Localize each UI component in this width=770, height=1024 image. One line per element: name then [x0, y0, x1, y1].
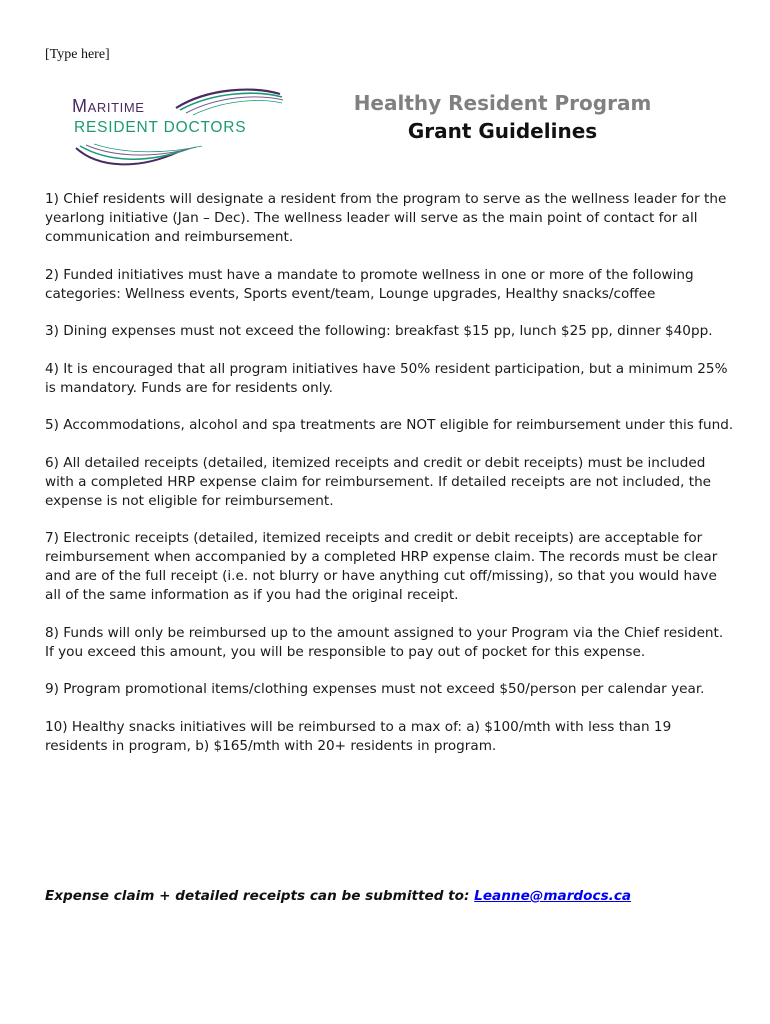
guideline-item: 6) All detailed receipts (detailed, itemized receipts and credit or debit receipts) must be included with a completed HRP expense claim for reimbursement. If detailed receipts are not included, the expense is not eligible for reimbursement.: [45, 454, 712, 509]
guidelines-list: [45, 190, 735, 774]
logo-text-resident-doctors: RESIDENT DOCTORS: [74, 119, 247, 136]
guideline-item: 7) Electronic receipts (detailed, itemized receipts and credit or debit receipts) are acceptable for reimbursement when accompanied by a completed HRP expense claim. The records must be clear and are of the full receipt (i.e. not blurry or have anything cut off/missing), so that you would have all of the same information as if you had the original receipt.: [45, 530, 718, 603]
guideline-item: 8) Funds will only be reimbursed up to the amount assigned to your Program via the Chief resident. If you exceed this amount, you will be responsible to pay out of pocket for this expense.: [45, 624, 724, 660]
guideline-item: 5) Accommodations, alcohol and spa treatments are NOT eligible for reimbursement under this fund.: [45, 417, 734, 433]
guideline-item: 1) Chief residents will designate a resident from the program to serve as the wellness leader for the yearlong initiative (Jan – Dec). The wellness leader will serve as the main point of contact for all communication and reimbursement.: [45, 191, 727, 245]
logo-text-maritime: Maritime: [72, 96, 145, 116]
header-note: [Type here]: [45, 47, 110, 62]
guideline-item: 4) It is encouraged that all program initiatives have 50% resident participation, but a minimum 25% is mandatory. Funds are for residents only.: [45, 360, 728, 396]
guideline-item: 10) Healthy snacks initiatives will be reimbursed to a max of: a) $100/mth with less than 19 residents in program, b) $165/mth with 20+ residents in program.: [45, 718, 672, 754]
title-guidelines: Grant Guidelines: [407, 119, 598, 143]
submission-note: [45, 888, 631, 904]
guideline-item: 2) Funded initiatives must have a mandate to promote wellness in one or more of the following categories: Wellness events, Sports event/team, Lounge upgrades, Healthy snacks/coffee: [45, 266, 694, 302]
email-link[interactable]: Leanne@mardocs.ca: [474, 888, 632, 904]
title-program: Healthy Resident Program: [353, 91, 652, 115]
submission-text: Expense claim + detailed receipts can be submitted to:: [45, 888, 475, 904]
guideline-item: 3) Dining expenses must not exceed the following: breakfast $15 pp, lunch $25 pp, dinner $40pp.: [45, 323, 713, 339]
logo: [68, 86, 290, 172]
guideline-item: 9) Program promotional items/clothing expenses must not exceed $50/person per calendar year.: [45, 681, 705, 697]
document-title: [330, 89, 675, 145]
